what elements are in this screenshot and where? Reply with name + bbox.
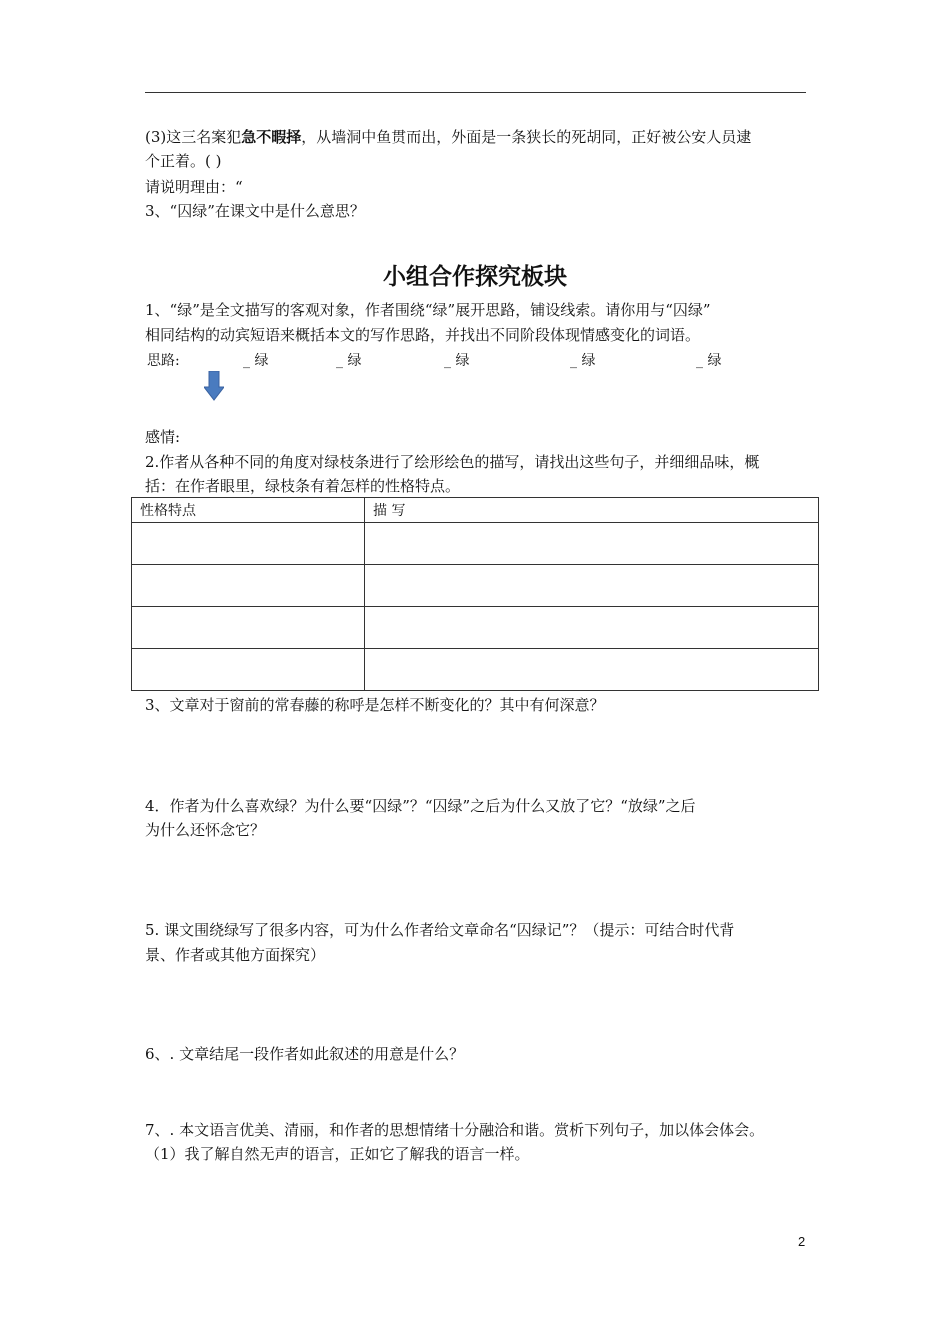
- table-cell-trait[interactable]: [132, 523, 365, 565]
- q1-line2: 相同结构的动宾短语来概括本文的写作思路，并找出不同阶段体现情感变化的词语。: [145, 326, 701, 344]
- thinking-blank-3[interactable]: _ 绿: [444, 353, 470, 369]
- q3-sentence-line1: [145, 126, 751, 148]
- thinking-label: 思路:: [147, 353, 180, 369]
- table-row: [132, 607, 819, 649]
- q7-sub1: （1）我了解自然无声的语言，正如它了解我的语言一样。: [145, 1145, 530, 1163]
- page-number: 2: [798, 1234, 806, 1249]
- table-cell-description[interactable]: [365, 523, 819, 565]
- feeling-label: 感情:: [145, 428, 181, 446]
- table-cell-trait[interactable]: [132, 607, 365, 649]
- table-header-row: [132, 498, 819, 523]
- item3-question: 3、“囚绿”在课文中是什么意思？: [145, 202, 365, 220]
- q3-highlight-idiom: 急不暇择: [241, 128, 302, 146]
- q2-line1: 2.作者从各种不同的角度对绿枝条进行了绘形绘色的描写，请找出这些句子，并细细品味，概: [145, 453, 760, 471]
- table-header-traits: 性格特点: [132, 498, 365, 523]
- q4-line2: 为什么还怀念它？: [145, 821, 266, 839]
- table-row: [132, 523, 819, 565]
- table-cell-description[interactable]: [365, 649, 819, 691]
- header-rule: [145, 92, 806, 93]
- table-cell-description[interactable]: [365, 607, 819, 649]
- q7-line1: 7、. 本文语言优美、清丽，和作者的思想情绪十分融洽和谐。赏析下列句子，加以体会体会。: [145, 1121, 765, 1139]
- table-row: [132, 649, 819, 691]
- character-table: [131, 497, 819, 691]
- table-row: [132, 565, 819, 607]
- thinking-blank-2[interactable]: _ 绿: [336, 353, 362, 369]
- thinking-blank-4[interactable]: _ 绿: [570, 353, 596, 369]
- table-cell-trait[interactable]: [132, 649, 365, 691]
- q1-line1: 1、“绿”是全文描写的客观对象，作者围绕“绿”展开思路，铺设线索。请你用与“囚绿”: [145, 301, 711, 319]
- q3-sentence-part-a: (3)这三名案犯: [145, 128, 242, 146]
- q3b-question: 3、文章对于窗前的常春藤的称呼是怎样不断变化的？其中有何深意？: [145, 696, 605, 714]
- q3-sentence-line2: 个正着。( ): [145, 152, 222, 170]
- q3-sentence-part-b: ，从墙洞中鱼贯而出，外面是一条狭长的死胡同，正好被公安人员逮: [301, 128, 752, 146]
- q6-question: 6、. 文章结尾一段作者如此叙述的用意是什么？: [145, 1045, 465, 1063]
- section-title: 小组合作探究板块: [383, 264, 567, 290]
- thinking-blank-1[interactable]: _ 绿: [243, 353, 269, 369]
- table-cell-trait[interactable]: [132, 565, 365, 607]
- table-header-description: 描 写: [365, 498, 819, 523]
- q2-line2: 括：在作者眼里，绿枝条有着怎样的性格特点。: [145, 477, 461, 495]
- q4-line1: 4．作者为什么喜欢绿？为什么要“囚绿”？“囚绿”之后为什么又放了它？“放绿”之后: [145, 797, 696, 815]
- table-cell-description[interactable]: [365, 565, 819, 607]
- q5-line2: 景、作者或其他方面探究）: [145, 946, 326, 964]
- q3-reason-prompt: 请说明理由：“: [145, 178, 243, 196]
- q5-line1: 5. 课文围绕绿写了很多内容，可为什么作者给文章命名“囚绿记”？（提示：可结合时代背: [145, 921, 735, 939]
- thinking-blank-5[interactable]: _ 绿: [696, 353, 722, 369]
- down-arrow-icon: [204, 371, 224, 401]
